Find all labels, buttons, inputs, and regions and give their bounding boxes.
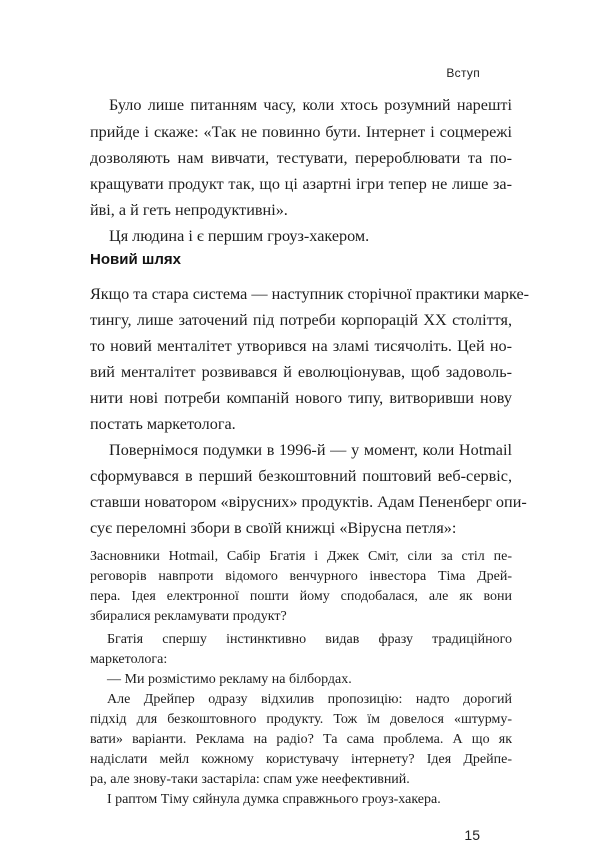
quote-line: ра, але знову-таки застаріла: спам уже неефективний. (90, 772, 410, 787)
quote-line: надіслати мейл кожному користувачу інтернету? Ідея Дрейпе- (90, 752, 512, 767)
quote-line: маркетолога: (90, 652, 168, 667)
intro-line: Було лише питанням часу, коли хтось розумний нарешті (109, 96, 512, 114)
section-line: то новий менталітет утворився на зламі тисячоліть. Цей но- (90, 337, 512, 355)
quote-line: збиралися рекламувати продукт? (90, 609, 287, 624)
quote-line: вати» варіанти. Реклама на радіо? Та сама проблема. А що як (90, 732, 512, 747)
section-line: тингу, лише заточений під потреби корпорацій XX століття, (90, 311, 512, 329)
section-line: сформувався в перший безкоштовний поштовий веб-сервіс, (90, 467, 512, 485)
intro-line: йві, а й геть непродуктивні». (90, 201, 288, 219)
section-title: Новий шлях (90, 251, 181, 268)
quote-line: І раптом Тіму сяйнула думка справжнього гроуз-хакера. (107, 792, 441, 807)
section-line: постать маркетолога. (90, 415, 236, 433)
quote-line: Але Дрейпер одразу відхилив пропозицію: надто дорогий (107, 692, 512, 707)
intro-line: дозволяють нам вивчати, тестувати, перероблювати та по- (90, 149, 512, 167)
section-line: вий менталітет розвивався й еволюціонував, щоб задоволь- (90, 363, 512, 381)
section-line: сує переломні збори в своїй книжці «Вірусна петля»: (90, 519, 457, 537)
intro-line: кращувати продукт так, що ці азартні ігри тепер не лише за- (90, 175, 512, 193)
section-line: Повернімося подумки в 1996-й — у момент, коли Hotmail (109, 441, 512, 459)
quote-line: Бгатія спершу інстинктивно видав фразу традиційного (107, 632, 512, 647)
section-line: ставши новатором «вірусних» продуктів. Адам Пененберг опи- (90, 493, 527, 511)
quote-line: підхід для безкоштовного продукту. Тож їм довелося «штурму- (90, 712, 512, 727)
quote-line: — Ми розмістимо рекламу на білбордах. (107, 672, 352, 687)
page-number: 15 (464, 827, 480, 843)
quote-line: Засновники Hotmail, Сабір Бгатія і Джек Сміт, сіли за стіл пе- (90, 549, 512, 564)
section-line: нити нові потреби компаній нового типу, витворивши нову (90, 389, 512, 407)
quote-line: пера. Ідея електронної пошти йому сподобалася, але як вони (90, 589, 512, 604)
section-line: Якщо та стара система — наступник сторічної практики марке- (90, 285, 530, 303)
quote-line: реговорів навпроти відомого венчурного інвестора Тіма Дрей- (90, 569, 512, 584)
running-head: Вступ (446, 66, 480, 80)
intro-line: прийде і скаже: «Так не повинно бути. Інтернет і соцмережі (90, 123, 512, 141)
intro-line: Ця людина і є першим гроуз-хакером. (109, 227, 370, 245)
